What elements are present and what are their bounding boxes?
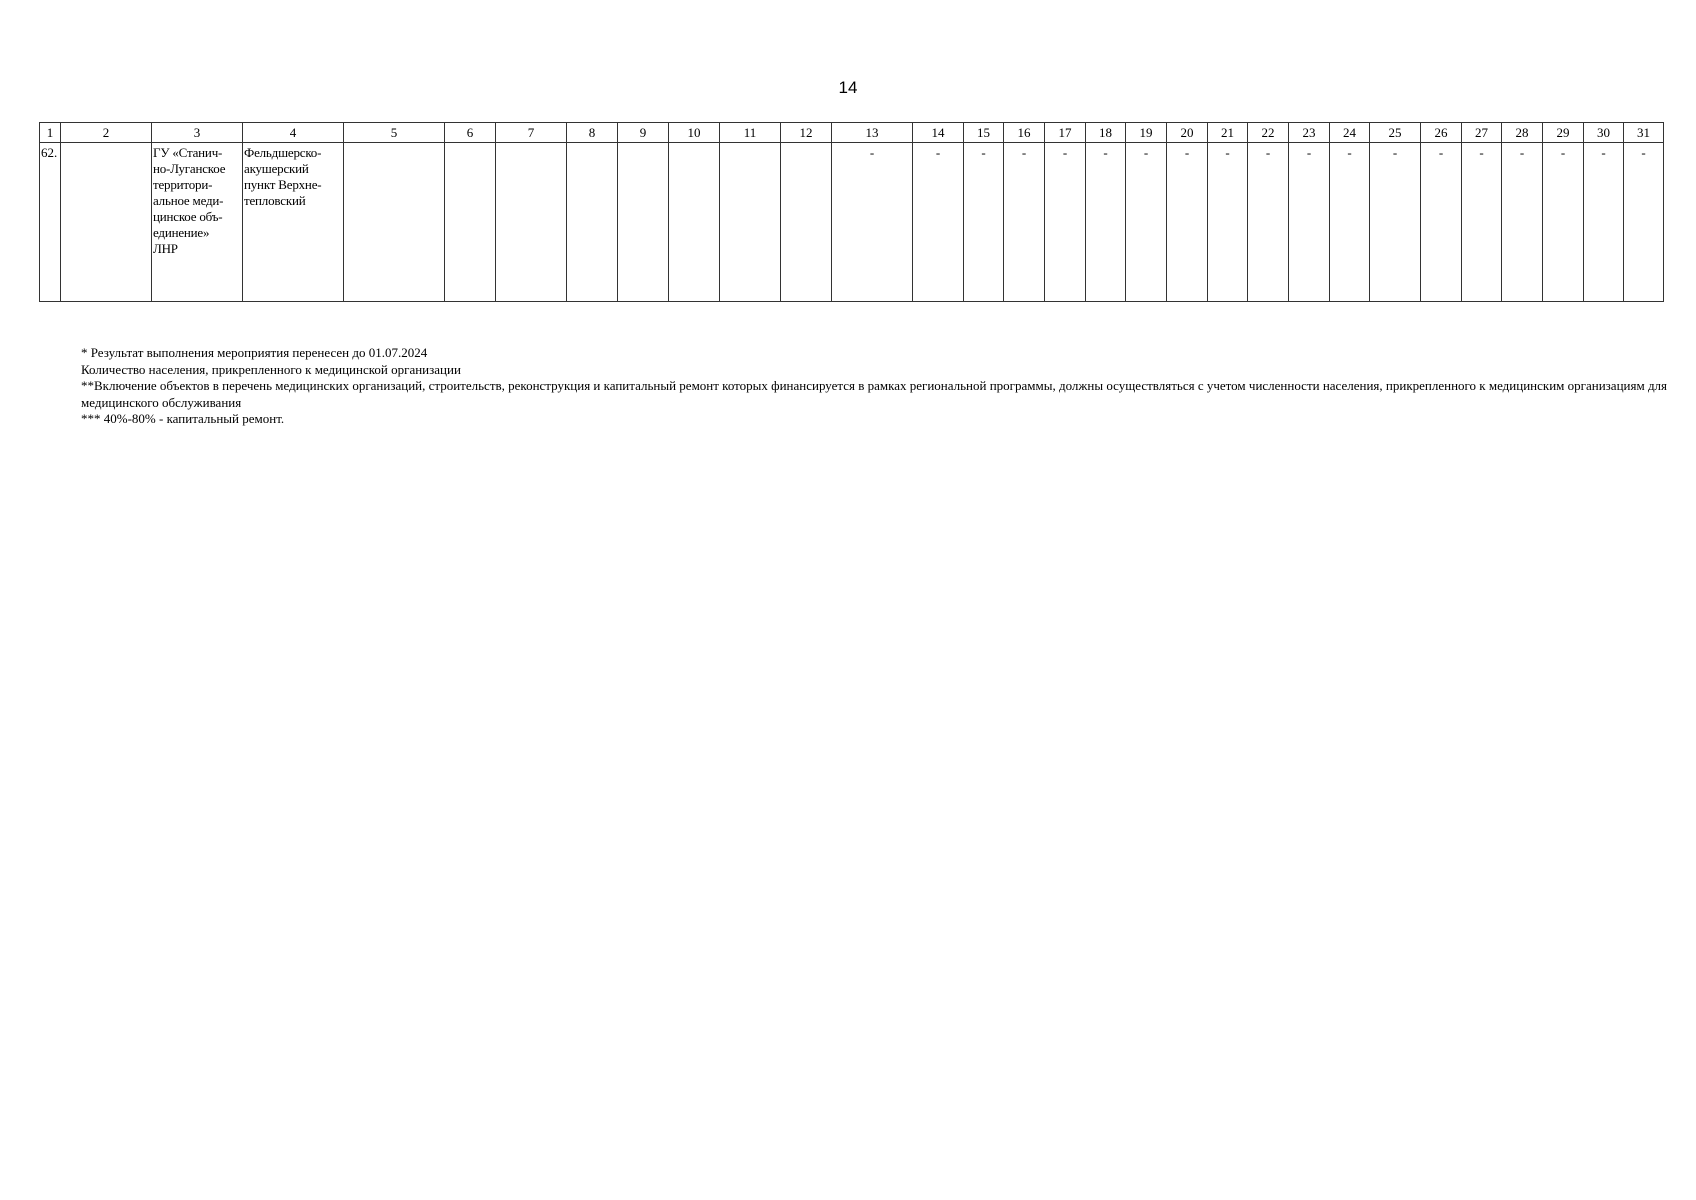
table-cell-col-2 (61, 143, 152, 302)
table-cell-col-17: - (1045, 143, 1086, 302)
table-row (40, 143, 1664, 302)
table-cell-col-5 (344, 143, 445, 302)
table-cell-col-3: ГУ «Станич- но-Луганское территори- альное меди- цинское объ- единение» ЛНР (152, 143, 243, 302)
table-cell-col-24: - (1330, 143, 1370, 302)
table-cell-col-11 (720, 143, 781, 302)
column-header-13: 13 (832, 123, 913, 143)
footnote: *** 40%-80% - капитальный ремонт. (81, 411, 285, 426)
column-header-25: 25 (1370, 123, 1421, 143)
column-header-19: 19 (1126, 123, 1167, 143)
footnote: Количество населения, прикрепленного к медицинской организации (81, 361, 461, 377)
column-header-22: 22 (1248, 123, 1289, 143)
table-cell-col-30: - (1584, 143, 1624, 302)
table-cell-col-15: - (964, 143, 1004, 302)
table-cell-col-7 (496, 143, 567, 302)
table-cell-col-22: - (1248, 143, 1289, 302)
column-header-27: 27 (1462, 123, 1502, 143)
column-header-16: 16 (1004, 123, 1045, 143)
column-header-9: 9 (618, 123, 669, 143)
header-row (40, 123, 1664, 143)
table-cell-col-31: - (1624, 143, 1664, 302)
column-header-15: 15 (964, 123, 1004, 143)
column-header-11: 11 (720, 123, 781, 143)
table-cell-col-20: - (1167, 143, 1208, 302)
column-header-10: 10 (669, 123, 720, 143)
column-header-17: 17 (1045, 123, 1086, 143)
page-number: 14 (838, 78, 858, 97)
footnote: * Результат выполнения мероприятия перенесен до 01.07.2024 (81, 345, 428, 360)
column-header-29: 29 (1543, 123, 1584, 143)
table-cell-col-12 (781, 143, 832, 302)
column-header-2: 2 (61, 123, 152, 143)
column-header-3: 3 (152, 123, 243, 143)
column-header-21: 21 (1208, 123, 1248, 143)
table-cell-col-10 (669, 143, 720, 302)
table-cell-col-13: - (832, 143, 913, 302)
column-header-14: 14 (913, 123, 964, 143)
table-cell-col-28: - (1502, 143, 1543, 302)
table-cell-col-25: - (1370, 143, 1421, 302)
table-cell-col-4: Фельдшерско- акушерский пункт Верхне- тепловский (243, 143, 344, 302)
column-header-20: 20 (1167, 123, 1208, 143)
table-cell-col-9 (618, 143, 669, 302)
column-header-23: 23 (1289, 123, 1330, 143)
table-cell-col-27: - (1462, 143, 1502, 302)
footnotes (81, 345, 1671, 428)
column-header-8: 8 (567, 123, 618, 143)
table-cell-col-14: - (913, 143, 964, 302)
footnote: **Включение объектов в перечень медицинских организаций, строительств, реконструкция и капитальный ремонт которых финансируется в рамках региональной программы, должны осуществляться с учетом численности населения, прикрепленного к медицинским организациям для медицинского обслуживания (81, 378, 1668, 410)
table-cell-col-21: - (1208, 143, 1248, 302)
column-header-24: 24 (1330, 123, 1370, 143)
table-cell-col-16: - (1004, 143, 1045, 302)
table-cell-col-8 (567, 143, 618, 302)
column-header-12: 12 (781, 123, 832, 143)
column-header-26: 26 (1421, 123, 1462, 143)
table-cell-col-26: - (1421, 143, 1462, 302)
table-cell-col-1: 62. (40, 143, 61, 302)
column-header-30: 30 (1584, 123, 1624, 143)
column-header-18: 18 (1086, 123, 1126, 143)
table-cell-col-6 (445, 143, 496, 302)
data-table (39, 122, 1664, 302)
column-header-28: 28 (1502, 123, 1543, 143)
table-cell-col-18: - (1086, 143, 1126, 302)
column-header-6: 6 (445, 123, 496, 143)
table-cell-col-19: - (1126, 143, 1167, 302)
column-header-1: 1 (40, 123, 61, 143)
column-header-4: 4 (243, 123, 344, 143)
column-header-5: 5 (344, 123, 445, 143)
table-cell-col-29: - (1543, 143, 1584, 302)
column-header-31: 31 (1624, 123, 1664, 143)
table-cell-col-23: - (1289, 143, 1330, 302)
column-header-7: 7 (496, 123, 567, 143)
